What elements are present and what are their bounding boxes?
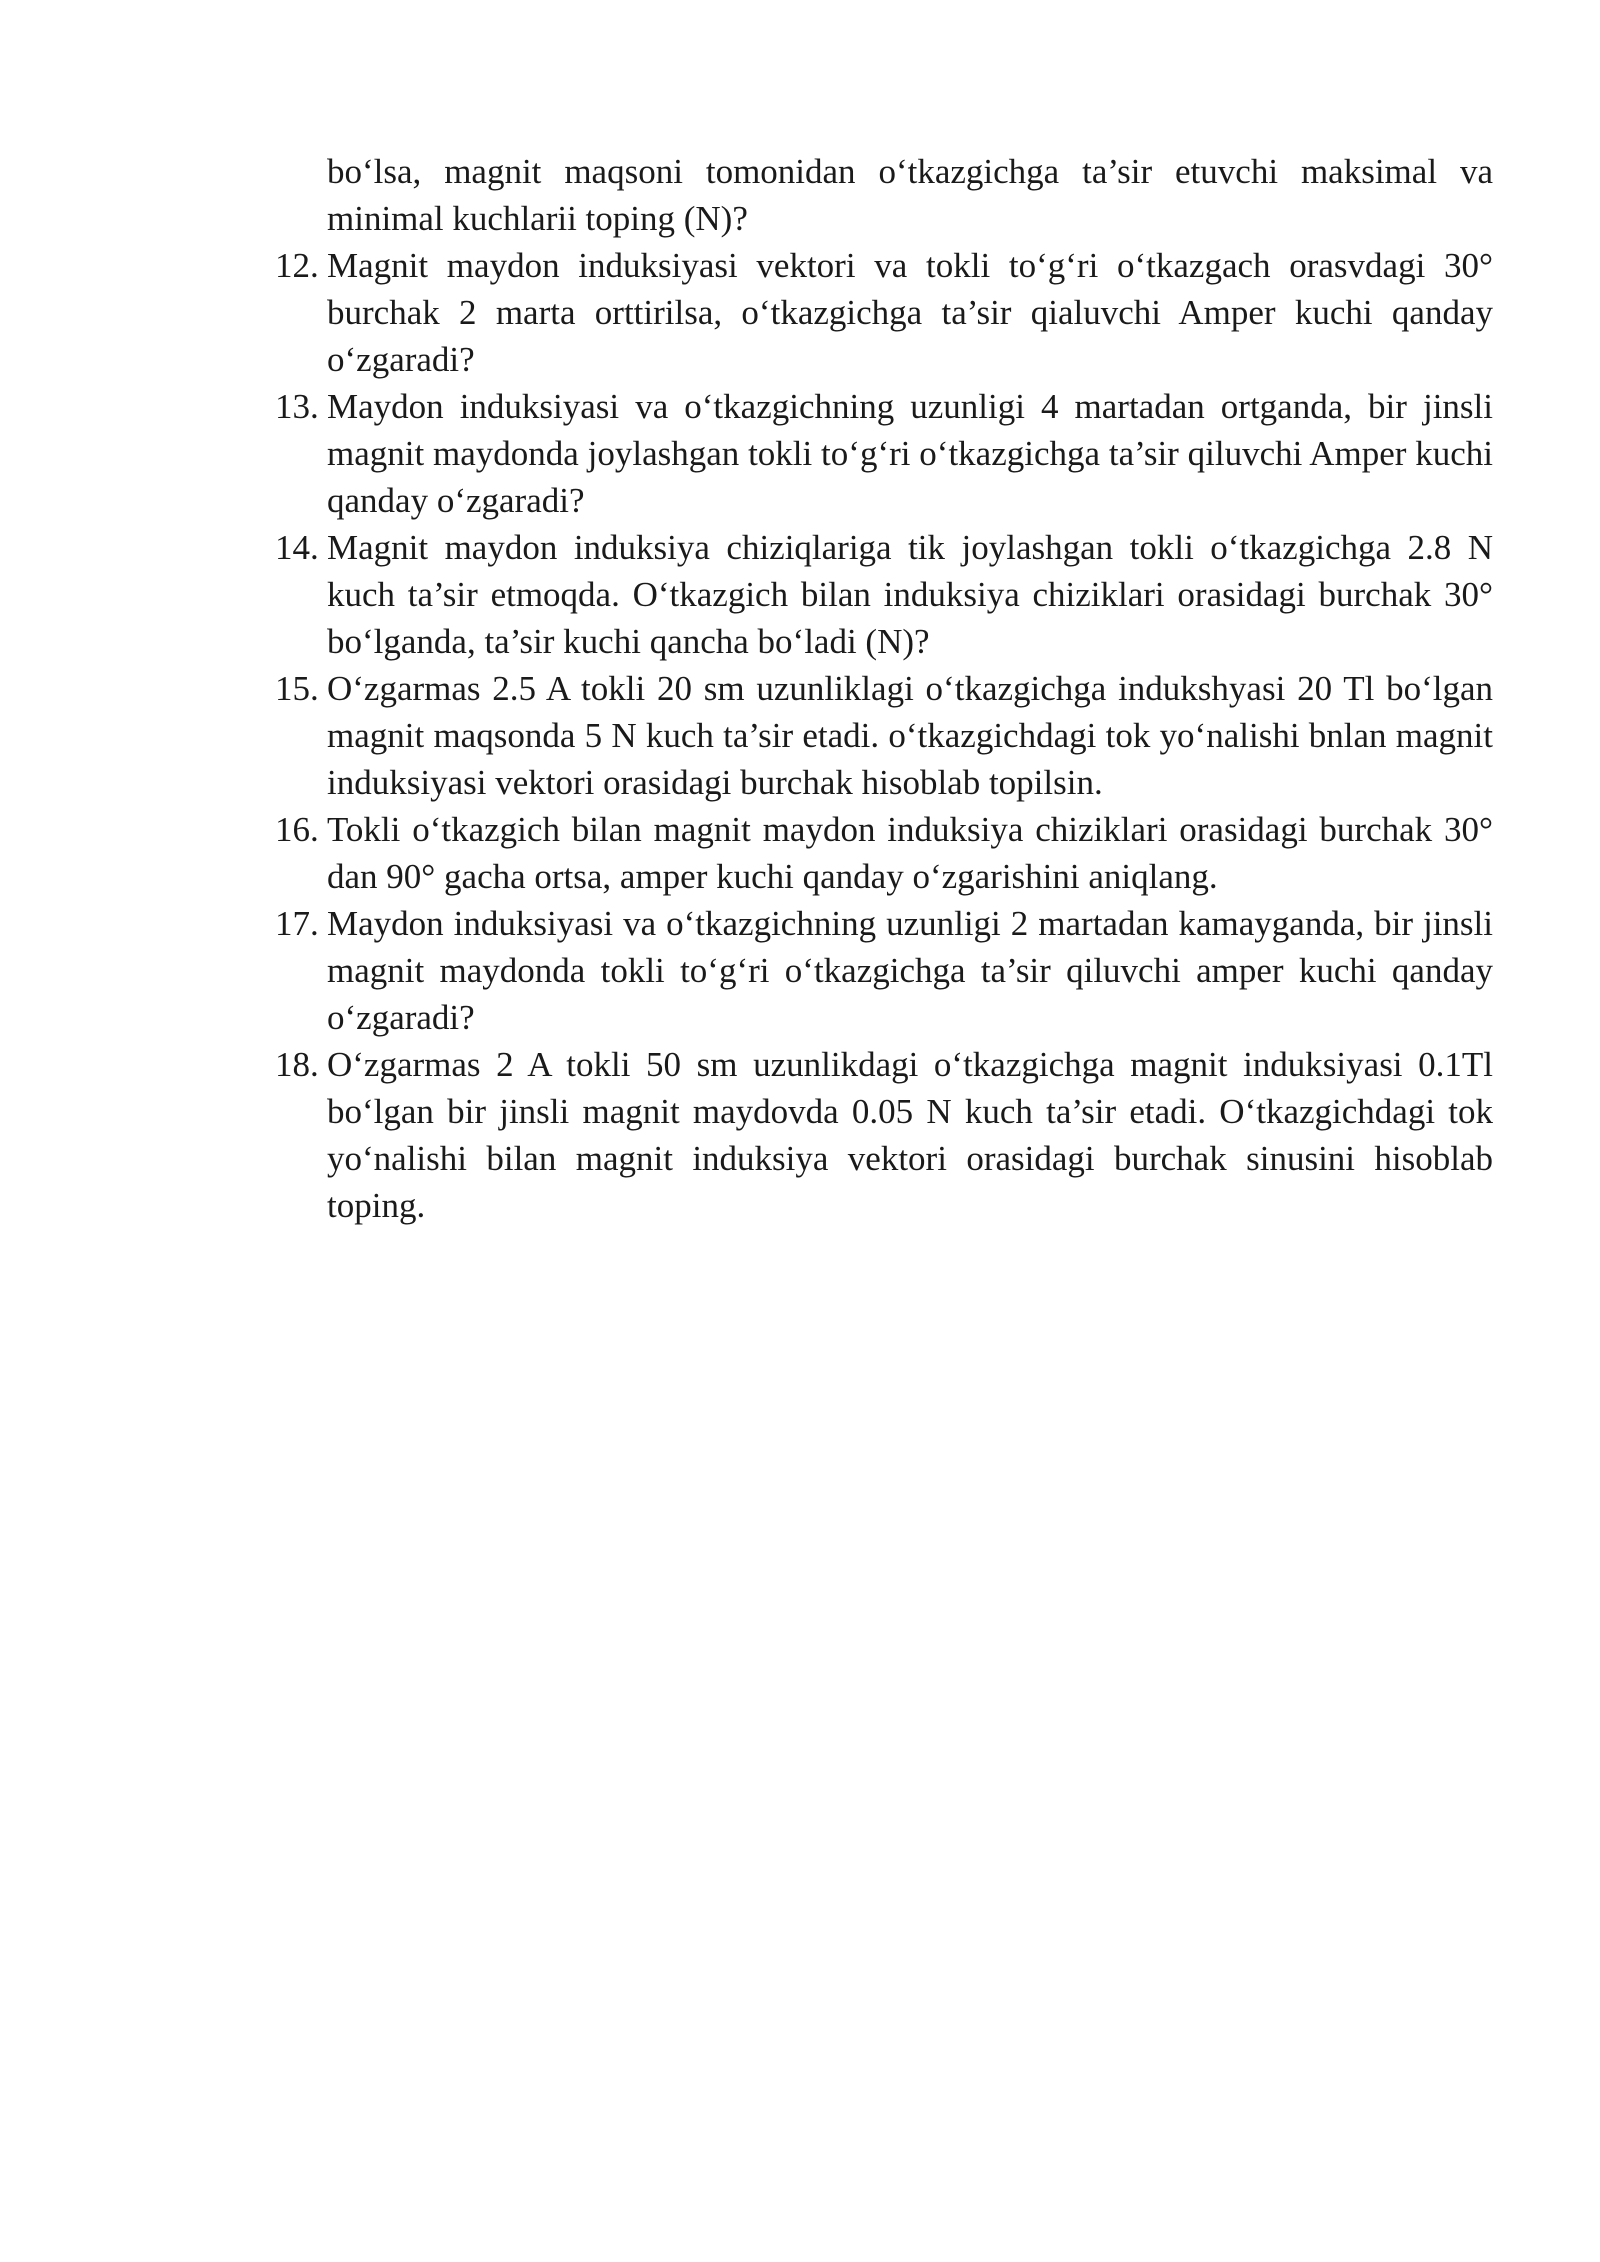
problem-text: Tokli o‘tkazgich bilan magnit maydon induksiya chiziklari orasidagi burchak 30° dan 90° gacha ortsa, amper kuchi qanday o‘zgarishini aniqlang. bbox=[327, 810, 1493, 896]
problem-number: 12. bbox=[275, 246, 319, 285]
problem-14 bbox=[275, 524, 1493, 665]
problem-text: Magnit maydon induksiya chiziqlariga tik joylashgan tokli o‘tkazgichga 2.8 N kuch ta’sir etmoqda. O‘tkazgich bilan induksiya chiziklari orasidagi burchak 30° bo‘lganda, ta’sir kuchi qancha bo‘ladi (N)? bbox=[327, 528, 1493, 661]
problem-number: 14. bbox=[275, 528, 319, 567]
problem-number: 16. bbox=[275, 810, 319, 849]
problem-list bbox=[275, 148, 1493, 1229]
problem-12 bbox=[275, 242, 1493, 383]
problem-number: 13. bbox=[275, 387, 319, 426]
problem-text: O‘zgarmas 2 A tokli 50 sm uzunlikdagi o‘tkazgichga magnit induksiyasi 0.1Tl bo‘lgan bir jinsli magnit maydovda 0.05 N kuch ta’sir etadi. O‘tkazgichdagi tok yo‘nalishi bilan magnit induksiya vektori orasidagi burchak sinusini hisoblab toping. bbox=[327, 1045, 1493, 1225]
problem-text: Magnit maydon induksiyasi vektori va tokli to‘g‘ri o‘tkazgach orasvdagi 30° burchak 2 marta orttirilsa, o‘tkazgichga ta’sir qialuvchi Amper kuchi qanday o‘zgaradi? bbox=[327, 246, 1493, 379]
problem-text: O‘zgarmas 2.5 A tokli 20 sm uzunliklagi o‘tkazgichga indukshyasi 20 Tl bo‘lgan magnit maqsonda 5 N kuch ta’sir etadi. o‘tkazgichdagi tok yo‘nalishi bnlan magnit induksiyasi vektori orasidagi burchak hisoblab topilsin. bbox=[327, 669, 1493, 802]
problem-13 bbox=[275, 383, 1493, 524]
problem-number: 18. bbox=[275, 1045, 319, 1084]
problem-text: Maydon induksiyasi va o‘tkazgichning uzunligi 4 martadan ortganda, bir jinsli magnit maydonda joylashgan tokli to‘g‘ri o‘tkazgichga ta’sir qiluvchi Amper kuchi qanday o‘zgaradi? bbox=[327, 387, 1493, 520]
problem-16 bbox=[275, 806, 1493, 900]
problem-15 bbox=[275, 665, 1493, 806]
problem-text: Maydon induksiyasi va o‘tkazgichning uzunligi 2 martadan kamayganda, bir jinsli magnit maydonda tokli to‘g‘ri o‘tkazgichga ta’sir qiluvchi amper kuchi qanday o‘zgaradi? bbox=[327, 904, 1493, 1037]
continued-problem-text: bo‘lsa, magnit maqsoni tomonidan o‘tkazgichga ta’sir etuvchi maksimal va minimal kuchlarii toping (N)? bbox=[327, 152, 1493, 238]
problem-18 bbox=[275, 1041, 1493, 1229]
problem-number: 15. bbox=[275, 669, 319, 708]
problem-17 bbox=[275, 900, 1493, 1041]
problem-number: 17. bbox=[275, 904, 319, 943]
